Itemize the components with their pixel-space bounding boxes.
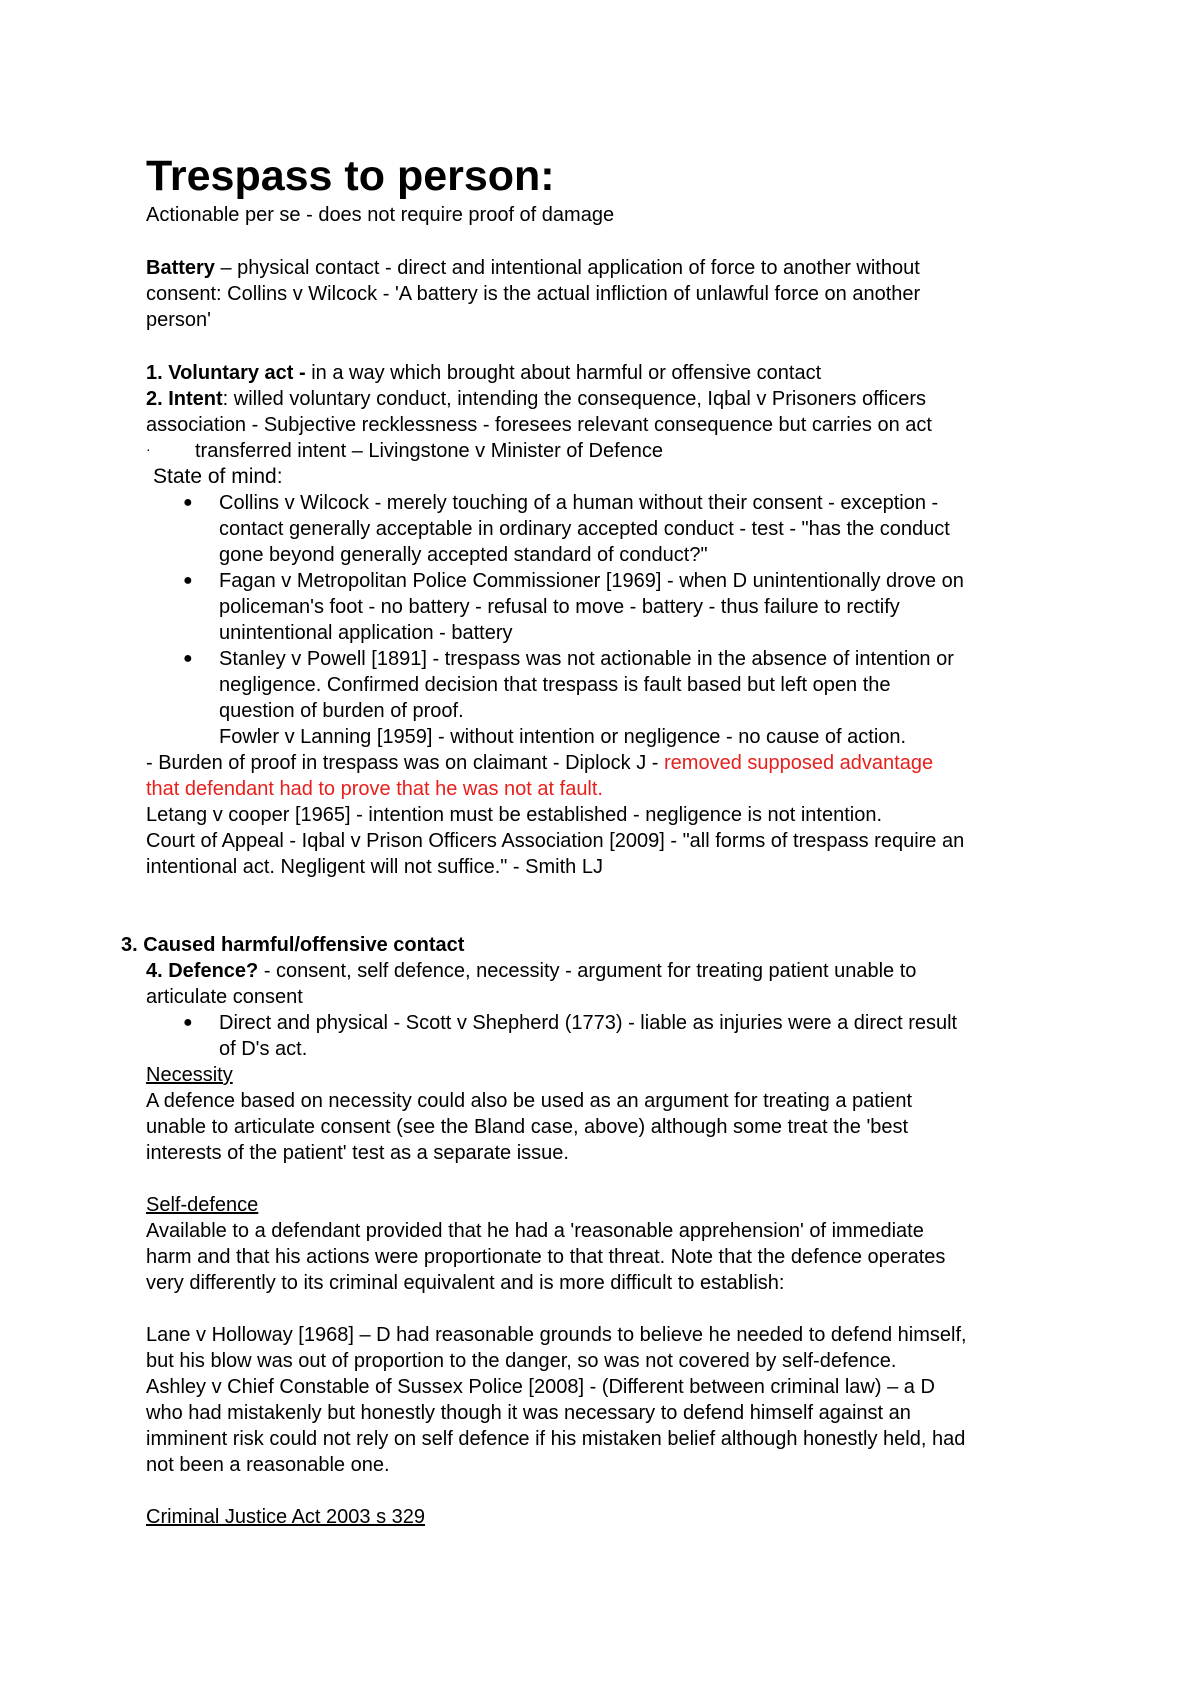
small-bullet-icon: · [146, 441, 151, 457]
burden-line-1 [146, 750, 933, 776]
burden-text: - Burden of proof in trespass was on claimant - Diplock J - [146, 752, 664, 774]
battery-text: – physical contact - direct and intentional application of force to another without [214, 257, 920, 279]
defence-label: 4. Defence? [146, 960, 259, 982]
section-3-heading: 3. Caused harmful/offensive contact [121, 934, 465, 956]
lane-case-1: Lane v Holloway [1968] – D had reasonable grounds to believe he needed to defend himself, [146, 1324, 967, 1346]
battery-label: Battery [146, 257, 215, 279]
direct-physical-2: of D's act. [219, 1038, 308, 1060]
bullet-icon: ● [183, 650, 193, 667]
battery-line-2: consent: Collins v Wilcock - 'A battery is the actual infliction of unlawful force on another [146, 283, 921, 305]
ashley-case-3: imminent risk could not rely on self defence if his mistaken belief although honestly held, had [146, 1428, 966, 1450]
bullet-fagan-3: unintentional application - battery [219, 622, 513, 644]
burden-highlight: removed supposed advantage [664, 752, 934, 774]
bullet-collins-3: gone beyond generally accepted standard of conduct?" [219, 544, 708, 566]
direct-physical-1: Direct and physical - Scott v Shepherd (1773) - liable as injuries were a direct result [219, 1012, 958, 1034]
battery-line-1 [146, 255, 920, 281]
lane-case-2: but his blow was out of proportion to the danger, so was not covered by self-defence. [146, 1350, 897, 1372]
self-defence-heading: Self-defence [146, 1194, 259, 1216]
element-2-label: 2. Intent [146, 388, 223, 410]
state-of-mind: State of mind: [153, 465, 283, 488]
transferred-intent: transferred intent – Livingstone v Minister of Defence [195, 440, 664, 462]
bullet-fagan-2: policeman's foot - no battery - refusal to move - battery - thus failure to rectify [219, 596, 900, 618]
defence-text: - consent, self defence, necessity - argument for treating patient unable to [258, 960, 917, 982]
bullet-icon: ● [183, 494, 193, 511]
bullet-icon: ● [183, 1014, 193, 1031]
ashley-case-4: not been a reasonable one. [146, 1454, 390, 1476]
self-defence-line-1: Available to a defendant provided that he had a 'reasonable apprehension' of immediate [146, 1220, 924, 1242]
self-defence-line-2: harm and that his actions were proportionate to that threat. Note that the defence operates [146, 1246, 946, 1268]
subtitle: Actionable per se - does not require proof of damage [146, 204, 615, 226]
cja-heading: Criminal Justice Act 2003 s 329 [146, 1506, 426, 1528]
necessity-line-3: interests of the patient' test as a separate issue. [146, 1142, 569, 1164]
letang-case: Letang v cooper [1965] - intention must be established - negligence is not intention. [146, 804, 883, 826]
element-2-line-2: association - Subjective recklessness - foresees relevant consequence but carries on act [146, 414, 932, 436]
necessity-heading: Necessity [146, 1064, 233, 1086]
element-2-text: : willed voluntary conduct, intending the consequence, Iqbal v Prisoners officers [222, 388, 927, 410]
ashley-case-2: who had mistakenly but honestly though it was necessary to defend himself against an [146, 1402, 911, 1424]
ashley-case-1: Ashley v Chief Constable of Sussex Police [2008] - (Different between criminal law) – a D [146, 1376, 935, 1398]
bullet-stanley-4: Fowler v Lanning [1959] - without intention or negligence - no cause of action. [219, 726, 907, 748]
bullet-stanley-2: negligence. Confirmed decision that trespass is fault based but left open the [219, 674, 891, 696]
bullet-collins-1: Collins v Wilcock - merely touching of a human without their consent - exception - [219, 492, 939, 514]
appeal-line-2: intentional act. Negligent will not suffice." - Smith LJ [146, 856, 603, 878]
defence-line-2: articulate consent [146, 986, 303, 1008]
burden-highlight-2: that defendant had to prove that he was not at fault. [146, 778, 603, 800]
element-1-label: 1. Voluntary act - [146, 362, 312, 384]
necessity-line-2: unable to articulate consent (see the Bland case, above) although some treat the 'best [146, 1116, 909, 1138]
battery-line-3: person' [146, 309, 211, 331]
element-1-text: in a way which brought about harmful or offensive contact [311, 362, 822, 384]
page-title: Trespass to person: [146, 152, 555, 200]
element-1 [146, 360, 821, 386]
bullet-stanley-3: question of burden of proof. [219, 700, 464, 722]
necessity-line-1: A defence based on necessity could also be used as an argument for treating a patient [146, 1090, 913, 1112]
self-defence-line-3: very differently to its criminal equivalent and is more difficult to establish: [146, 1272, 785, 1294]
bullet-fagan-1: Fagan v Metropolitan Police Commissioner [1969] - when D unintentionally drove on [219, 570, 964, 592]
element-2 [146, 386, 926, 412]
defence-line-1 [146, 958, 916, 984]
bullet-stanley-1: Stanley v Powell [1891] - trespass was not actionable in the absence of intention or [219, 648, 954, 670]
appeal-line-1: Court of Appeal - Iqbal v Prison Officers Association [2009] - "all forms of trespass require an [146, 830, 965, 852]
bullet-icon: ● [183, 572, 193, 589]
bullet-collins-2: contact generally acceptable in ordinary accepted conduct - test - "has the conduct [219, 518, 950, 540]
